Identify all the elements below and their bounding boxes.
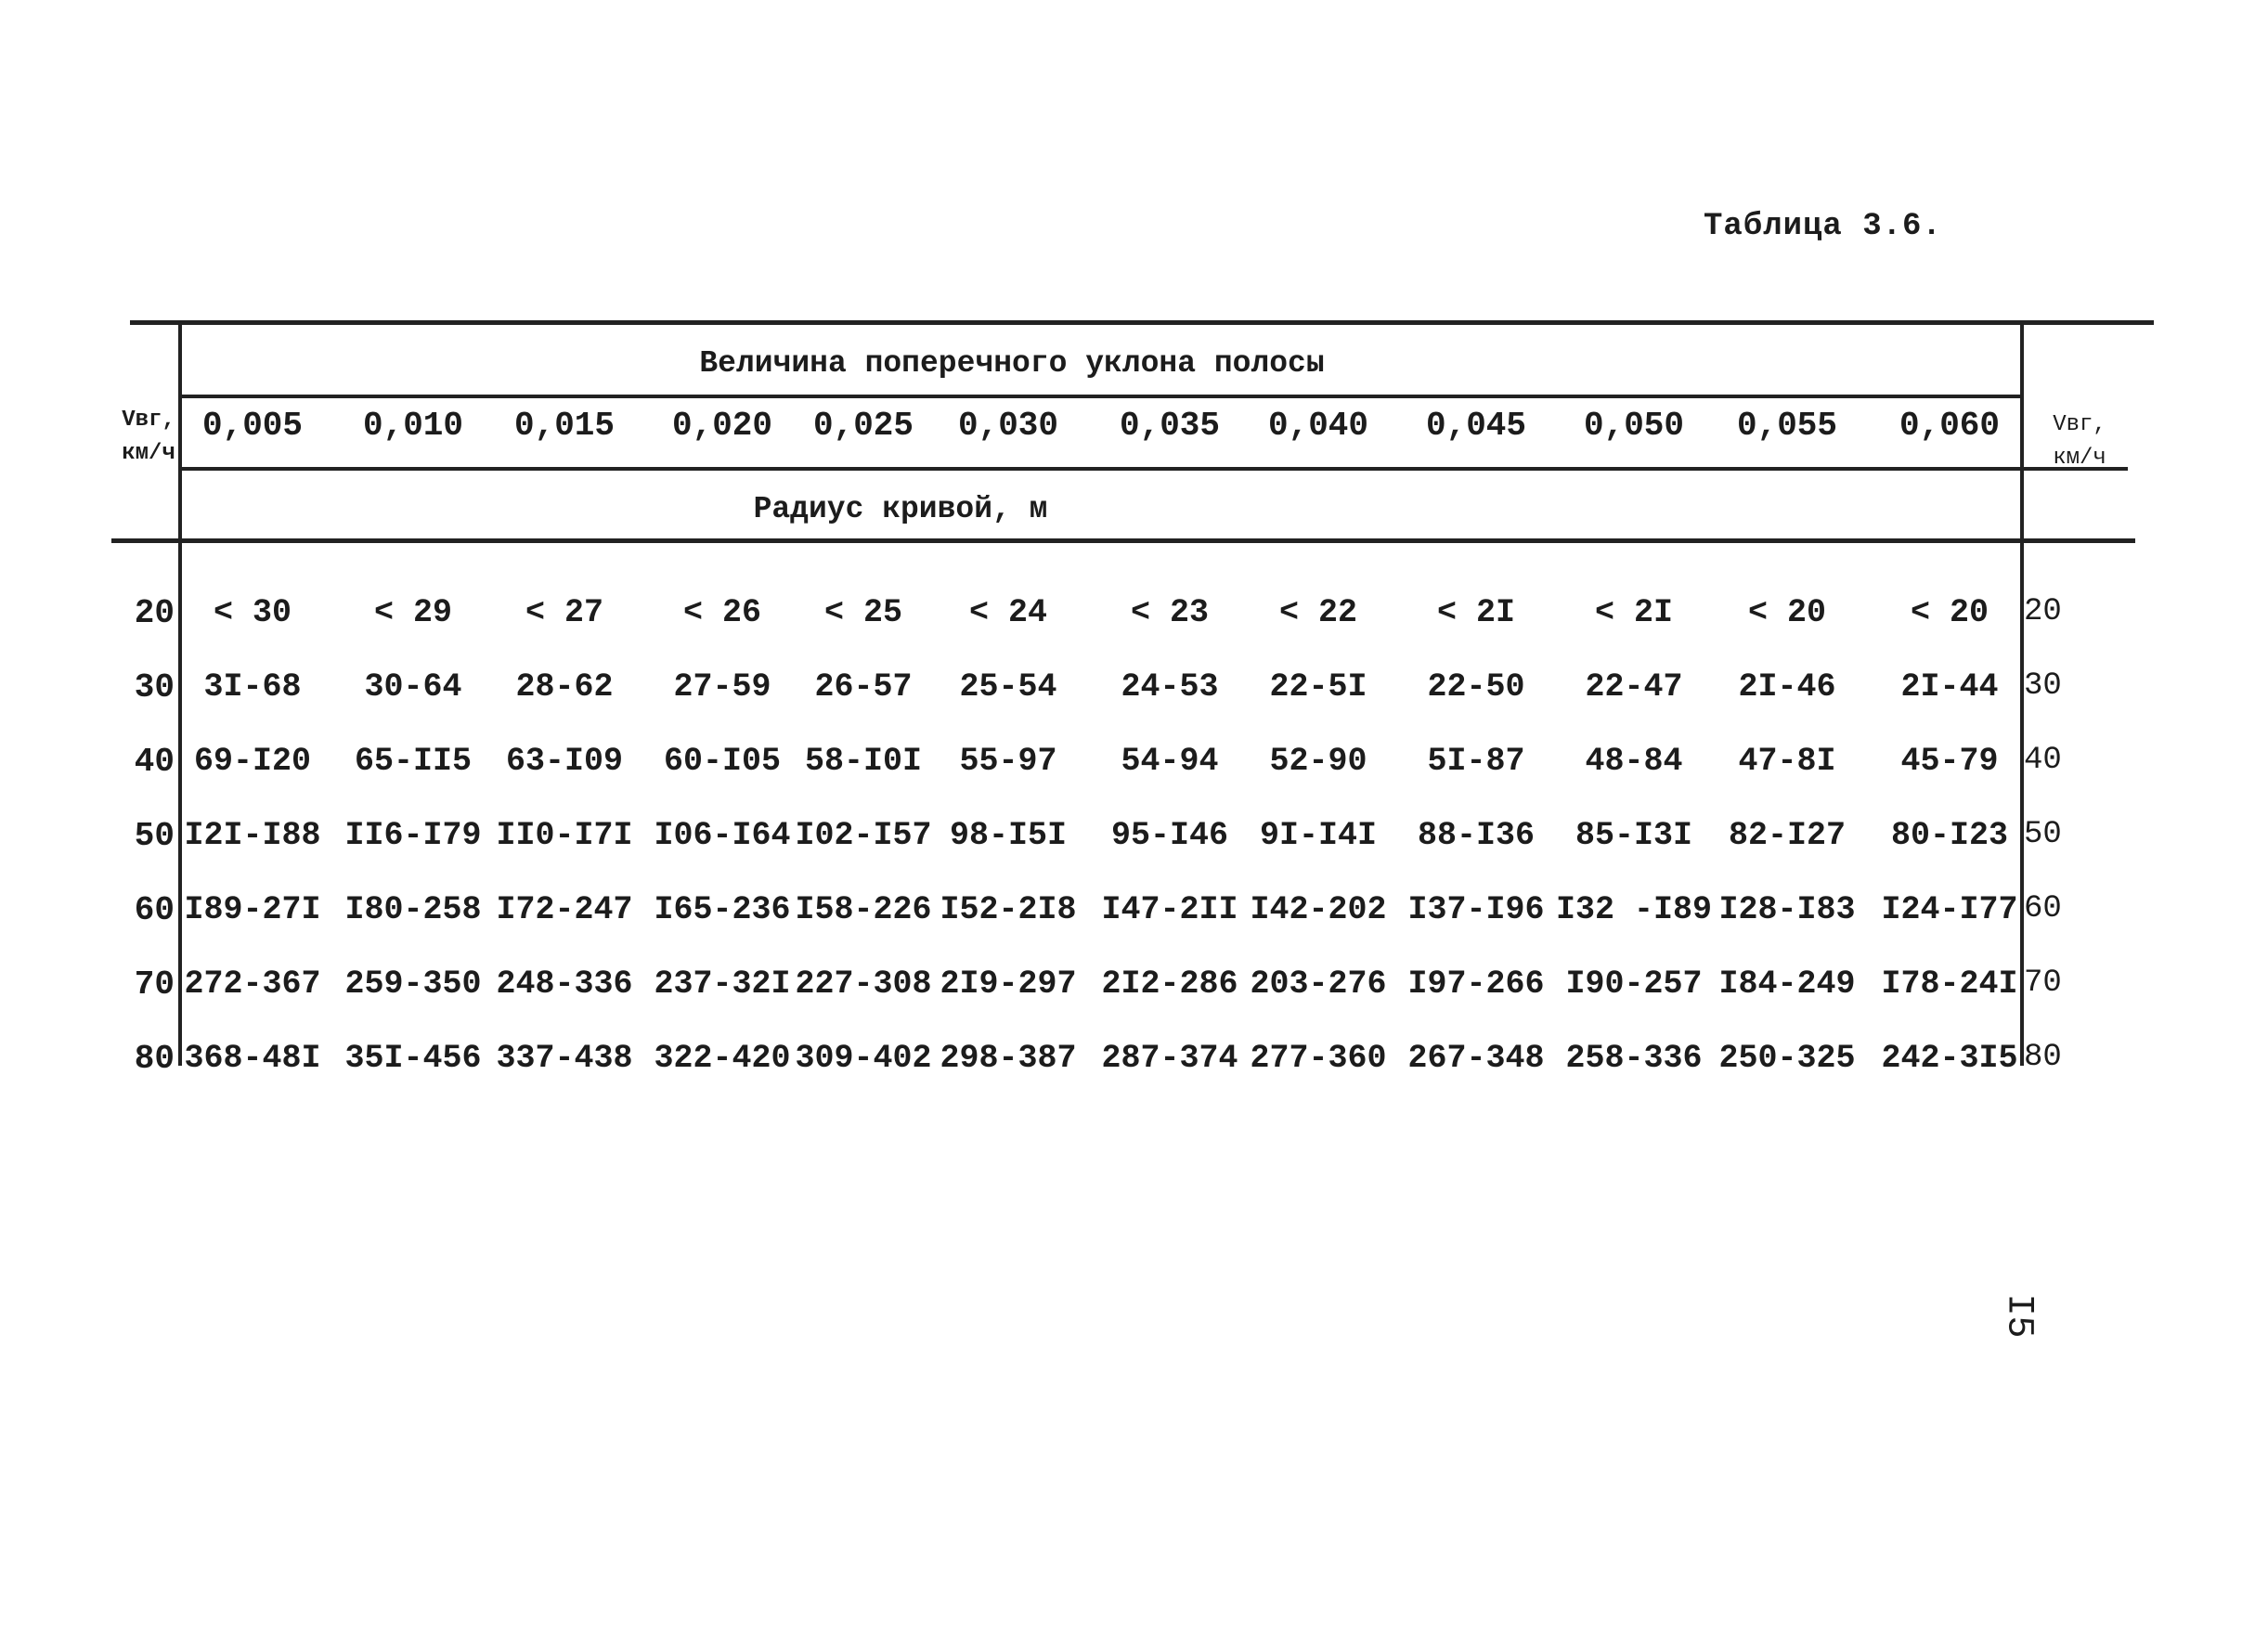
page-number: I5	[1997, 1293, 2040, 1339]
table-cell: 45-79	[1900, 743, 1999, 780]
table-cell: I2I-I88	[184, 817, 321, 854]
table-cell: I80-258	[344, 891, 482, 928]
row-speed-left: 60	[134, 891, 175, 929]
row-speed-right: 30	[2024, 668, 2062, 704]
table-cell: 5I-87	[1427, 743, 1525, 780]
table-cell: I65-236	[654, 891, 791, 928]
row-speed-left: 30	[134, 668, 175, 706]
table-cell: < 20	[1747, 594, 1827, 631]
table-cell: I42-202	[1250, 891, 1387, 928]
table-cell: 48-84	[1585, 743, 1683, 780]
slope-header-cell: 0,050	[1583, 407, 1685, 445]
table-caption: Таблица 3.6.	[1704, 209, 1942, 244]
row-speed-right: 40	[2024, 743, 2062, 778]
row-speed-left: 80	[134, 1040, 175, 1078]
table-cell: 277-360	[1250, 1040, 1387, 1077]
table-cell: 25-54	[959, 668, 1057, 706]
right-speed-label: Vвг, км/ч	[2053, 412, 2106, 471]
table-cell: < 24	[968, 594, 1048, 631]
slope-header-cell: 0,060	[1899, 407, 2001, 445]
table-cell: 24-53	[1121, 668, 1219, 706]
table-cell: 98-I5I	[949, 817, 1068, 854]
table-cell: < 22	[1278, 594, 1358, 631]
table-cell: 22-47	[1585, 668, 1683, 706]
table-cell: II0-I7I	[496, 817, 633, 854]
table-cell: 2I2-286	[1101, 965, 1238, 1003]
table-cell: 85-I3I	[1575, 817, 1693, 854]
table-cell: < 27	[525, 594, 604, 631]
table-cell: 337-438	[496, 1040, 633, 1077]
table-cell: I02-I57	[795, 817, 932, 854]
table-cell: 242-3I5	[1881, 1040, 2018, 1077]
table-cell: 267-348	[1407, 1040, 1545, 1077]
table-cell: 237-32I	[654, 965, 791, 1003]
header-rule-1	[178, 395, 2024, 398]
table-cell: I72-247	[496, 891, 633, 928]
table-cell: I89-27I	[184, 891, 321, 928]
table-cell: 258-336	[1565, 1040, 1703, 1077]
slope-header-cell: 0,040	[1267, 407, 1369, 445]
table-cell: II6-I79	[344, 817, 482, 854]
table-cell: 2I-46	[1738, 668, 1836, 706]
table-cell: I06-I64	[654, 817, 791, 854]
table-cell: 259-350	[344, 965, 482, 1003]
table-cell: I32 -I89	[1555, 891, 1713, 928]
table-cell: < 25	[823, 594, 903, 631]
row-speed-right: 50	[2024, 817, 2062, 852]
table-cell: 22-5I	[1269, 668, 1367, 706]
table-cell: < 23	[1130, 594, 1210, 631]
table-cell: < 29	[373, 594, 453, 631]
table-cell: 203-276	[1250, 965, 1387, 1003]
slope-header-cell: 0,030	[957, 407, 1059, 445]
slope-header-cell: 0,025	[812, 407, 914, 445]
row-speed-right: 70	[2024, 965, 2062, 1001]
table-cell: I90-257	[1565, 965, 1703, 1003]
table-cell: 2I-44	[1900, 668, 1999, 706]
table-cell: 2I9-297	[940, 965, 1077, 1003]
table-cell: 27-59	[673, 668, 771, 706]
table-cell: 35I-456	[344, 1040, 482, 1077]
table-cell: 88-I36	[1417, 817, 1536, 854]
table-cell: 227-308	[795, 965, 932, 1003]
row-speed-left: 40	[134, 743, 175, 781]
table-cell: 54-94	[1121, 743, 1219, 780]
row-speed-left: 70	[134, 965, 175, 1004]
table-cell: 58-I0I	[804, 743, 923, 780]
header-radius-title: Радиус кривой, м	[753, 492, 1048, 526]
table-cell: < 30	[213, 594, 292, 631]
table-cell: < 2I	[1594, 594, 1674, 631]
row-speed-right: 20	[2024, 594, 2062, 629]
table-cell: 65-II5	[354, 743, 473, 780]
left-divider	[178, 323, 182, 1066]
table-cell: < 20	[1910, 594, 1989, 631]
table-cell: 69-I20	[193, 743, 312, 780]
slope-header-cell: 0,035	[1119, 407, 1221, 445]
table-cell: I97-266	[1407, 965, 1545, 1003]
row-speed-right: 60	[2024, 891, 2062, 926]
table-cell: 30-64	[364, 668, 462, 706]
table-cell: I52-2I8	[940, 891, 1077, 928]
table-cell: I24-I77	[1881, 891, 2018, 928]
table-cell: I37-I96	[1407, 891, 1545, 928]
table-cell: 22-50	[1427, 668, 1525, 706]
row-speed-left: 50	[134, 817, 175, 855]
slope-header-cell: 0,045	[1425, 407, 1527, 445]
table-cell: < 2I	[1436, 594, 1516, 631]
table-cell: < 26	[682, 594, 762, 631]
header-slope-title: Величина поперечного уклона полосы	[699, 346, 1325, 381]
table-cell: 298-387	[940, 1040, 1077, 1077]
table-cell: 287-374	[1101, 1040, 1238, 1077]
table-cell: I47-2II	[1101, 891, 1238, 928]
table-cell: 248-336	[496, 965, 633, 1003]
table-cell: 272-367	[184, 965, 321, 1003]
table-cell: I78-24I	[1881, 965, 2018, 1003]
data-table	[111, 316, 2154, 1105]
table-cell: 47-8I	[1738, 743, 1836, 780]
table-cell: 26-57	[814, 668, 913, 706]
table-cell: 82-I27	[1728, 817, 1847, 854]
table-cell: 95-I46	[1110, 817, 1229, 854]
table-top-rule	[130, 320, 2154, 325]
table-cell: 3I-68	[203, 668, 302, 706]
table-cell: 55-97	[959, 743, 1057, 780]
table-cell: I28-I83	[1718, 891, 1856, 928]
table-cell: 368-48I	[184, 1040, 321, 1077]
table-cell: 250-325	[1718, 1040, 1856, 1077]
table-cell: 309-402	[795, 1040, 932, 1077]
slope-header-cell: 0,015	[513, 407, 616, 445]
table-cell: 322-420	[654, 1040, 791, 1077]
table-cell: I84-249	[1718, 965, 1856, 1003]
slope-header-cell: 0,020	[671, 407, 773, 445]
row-speed-right: 80	[2024, 1040, 2062, 1075]
header-rule-2	[178, 467, 2128, 471]
table-cell: I58-226	[795, 891, 932, 928]
table-cell: 63-I09	[505, 743, 624, 780]
slope-header-cell: 0,005	[201, 407, 304, 445]
slope-header-cell: 0,010	[362, 407, 464, 445]
table-cell: 52-90	[1269, 743, 1367, 780]
row-speed-left: 20	[134, 594, 175, 632]
table-cell: 9I-I4I	[1259, 817, 1378, 854]
table-cell: 28-62	[515, 668, 614, 706]
slope-header-cell: 0,055	[1736, 407, 1838, 445]
table-cell: 60-I05	[663, 743, 782, 780]
header-bottom-rule	[111, 538, 2135, 543]
left-speed-label: Vвг, км/ч	[122, 408, 175, 466]
table-cell: 80-I23	[1890, 817, 2009, 854]
